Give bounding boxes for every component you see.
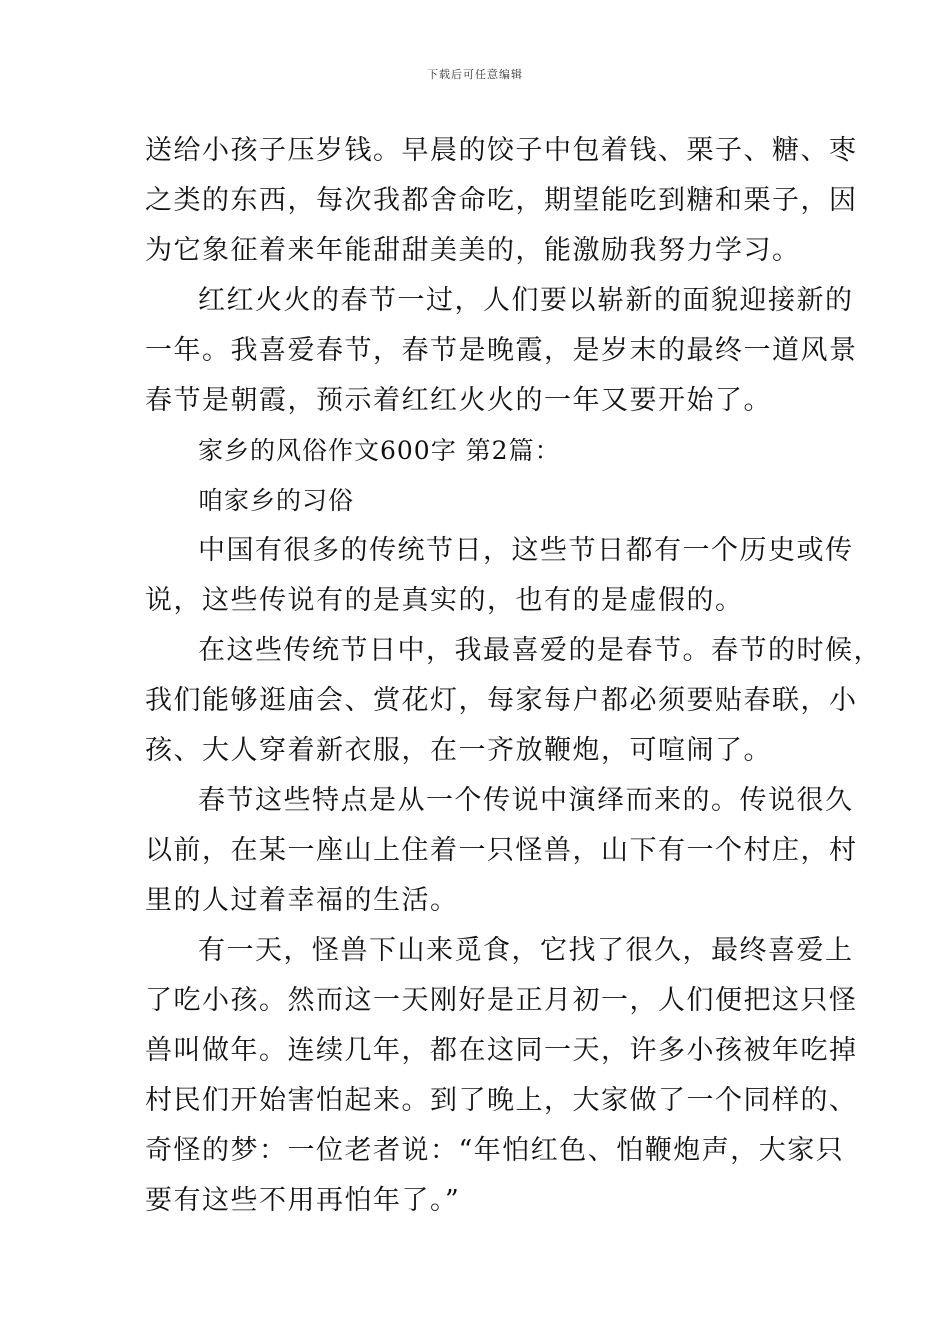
text-line: 以前，在某一座山上住着一只怪兽，山下有一个村庄，村 <box>145 835 858 866</box>
text-line: 孩、大人穿着新衣服，在一齐放鞭炮，可喧闹了。 <box>145 735 772 766</box>
paragraph-first-line: 红红火火的春节一过，人们要以崭新的面貌迎接新的 <box>198 285 854 316</box>
text-line: 了吃小孩。然而这一天刚好是正月初一，人们便把这只怪 <box>145 985 858 1016</box>
paragraph-first-line: 中国有很多的传统节日，这些节日都有一个历史或传 <box>198 535 854 566</box>
text-line: 我们能够逛庙会、赏花灯，每家每户都必须要贴春联，小 <box>145 685 858 716</box>
text-line: 兽叫做年。连续几年，都在这同一天，许多小孩被年吃掉 <box>145 1035 858 1066</box>
text-line: 为它象征着来年能甜甜美美的，能激励我努力学习。 <box>145 235 801 266</box>
text-line: 奇怪的梦：一位老者说：“年怕红色、怕鞭炮声，大家只 <box>145 1135 845 1166</box>
text-line: 一年。我喜爱春节，春节是晚霞，是岁末的最终一道风景 <box>145 335 858 366</box>
article-title: 咱家乡的习俗 <box>198 486 355 515</box>
paragraph-first-line: 在这些传统节日中，我最喜爱的是春节。春节的时候， <box>198 635 882 666</box>
text-line: 春节是朝霞，预示着红红火火的一年又要开始了。 <box>145 385 772 416</box>
text-line: 说，这些传说有的是真实的，也有的是虚假的。 <box>145 585 744 616</box>
text-line: 之类的东西，每次我都舍命吃，期望能吃到糖和栗子，因 <box>145 185 858 216</box>
paragraph-first-line: 有一天，怪兽下山来觅食，它找了很久，最终喜爱上 <box>198 935 854 966</box>
section-heading: 家乡的风俗作文600字 第2篇： <box>198 436 561 465</box>
text-line: 村民们开始害怕起来。到了晚上，大家做了一个同样的、 <box>145 1085 858 1116</box>
page-header: 下载后可任意编辑 <box>427 68 523 81</box>
text-line: 要有这些不用再怕年了。” <box>145 1185 461 1216</box>
text-line: 里的人过着幸福的生活。 <box>145 885 459 916</box>
text-line: 送给小孩子压岁钱。早晨的饺子中包着钱、栗子、糖、枣 <box>145 135 858 166</box>
paragraph-first-line: 春节这些特点是从一个传说中演绎而来的。传说很久 <box>198 785 854 816</box>
